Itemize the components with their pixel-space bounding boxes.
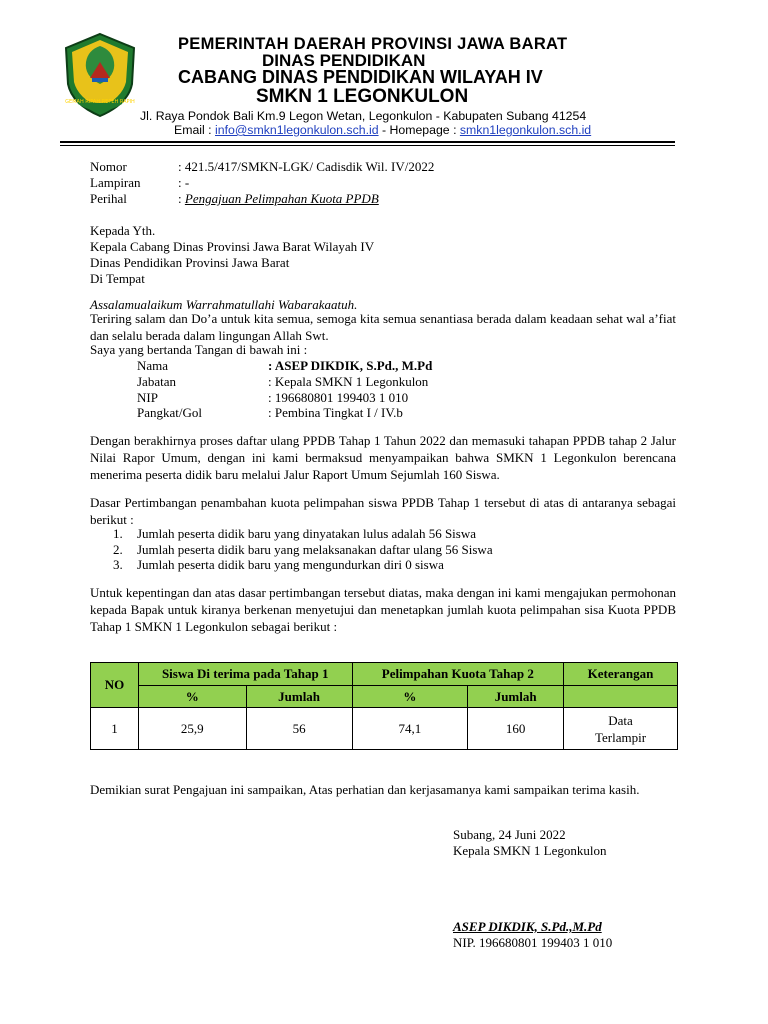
letterhead-rule-thin [60, 145, 675, 146]
letterhead-contact: Email : info@smkn1legonkulon.sch.id - Homepage : smkn1legonkulon.sch.id [174, 123, 592, 137]
svg-text:GEMAH RIPAH REPEH RAPIH: GEMAH RIPAH REPEH RAPIH [65, 99, 135, 105]
signee-nip-label: NIP [137, 390, 158, 405]
letterhead-address: Jl. Raya Pondok Bali Km.9 Legon Wetan, Legonkulon - Kabupaten Subang 41254 [140, 109, 587, 123]
meta-nomor-label: Nomor [90, 159, 127, 174]
table-cell-jumlah2: 160 [468, 708, 564, 750]
recipient-line: Kepada Yth. [90, 223, 156, 238]
letterhead-rule [60, 141, 675, 143]
greeting: Assalamualaikum Warrahmatullahi Wabarakaatuh. [90, 297, 358, 312]
meta-nomor-value: : 421.5/417/SMKN-LGK/ Cadisdik Wil. IV/2022 [178, 159, 435, 174]
table-subheader-empty [564, 686, 678, 708]
recipient-line: Dinas Pendidikan Provinsi Jawa Barat [90, 255, 290, 270]
signature-name: ASEP DIKDIK, S.Pd.,M.Pd [453, 919, 602, 934]
signature-position: Kepala SMKN 1 Legonkulon [453, 843, 607, 858]
body-paragraph-1: Dengan berakhirnya proses daftar ulang PPDB Tahap 1 Tahun 2022 dan memasuki tahapan PPDB tahap 2 Jalur Nilai Rapor Umum, dengan ini kami bermaksud menyampaikan bahwa SMKN 1 Legonkulon berencana menerima peserta didik baru melalui Jalur Raport Umum Sejumlah 160 Siswa. [90, 433, 676, 482]
body-paragraph-3: Untuk kepentingan dan atas dasar pertimbangan tersebut diatas, maka dengan ini kami mengajukan permohonan kepada Bapak untuk kiranya berkenan menyetujui dan menetapkan jumlah kuota pelimpahan sisa Kuota PPDB Tahap 1 SMKN 1 Legonkulon sebagai berikut : [90, 585, 676, 634]
signee-position-value: : Kepala SMKN 1 Legonkulon [268, 374, 429, 389]
table-header-keterangan: Keterangan [564, 663, 678, 686]
letterhead-school-name: SMKN 1 LEGONKULON [256, 86, 469, 107]
table-subheader-jumlah2: Jumlah [468, 686, 564, 708]
table-cell-keterangan: Data Terlampir [564, 708, 678, 750]
table-cell-pct2: 74,1 [352, 708, 468, 750]
table-cell-no: 1 [91, 708, 139, 750]
quota-table [90, 662, 678, 750]
recipient-line: Di Tempat [90, 271, 145, 286]
table-subheader-pct2: % [352, 686, 468, 708]
signee-intro: Saya yang bertanda Tangan di bawah ini : [90, 342, 308, 357]
list-number: 2. [113, 542, 123, 557]
meta-lampiran-value: : - [178, 175, 190, 190]
homepage-link[interactable]: smkn1legonkulon.sch.id [459, 123, 592, 137]
list-item: Jumlah peserta didik baru yang mengundurkan diri 0 siswa [137, 557, 444, 572]
letterhead-government: PEMERINTAH DAERAH PROVINSI JAWA BARAT [178, 35, 568, 53]
email-link[interactable]: info@smkn1legonkulon.sch.id [215, 123, 379, 137]
signee-rank-label: Pangkat/Gol [137, 405, 202, 420]
letterhead-branch: CABANG DINAS PENDIDIKAN WILAYAH IV [178, 67, 543, 87]
meta-perihal-label: Perihal [90, 191, 127, 206]
body-paragraph-2: Dasar Pertimbangan penambahan kuota pelimpahan siswa PPDB Tahap 1 tersebut di atas di antaranya sebagai berikut : [90, 495, 676, 527]
table-cell-pct1: 25,9 [138, 708, 246, 750]
list-item: Jumlah peserta didik baru yang dinyatakan lulus adalah 56 Siswa [137, 526, 477, 541]
signee-nip-value: : 196680801 199403 1 010 [268, 390, 409, 405]
list-number: 3. [113, 557, 123, 572]
signee-name-label: Nama [137, 358, 169, 373]
signee-name-value: : ASEP DIKDIK, S.Pd., M.Pd [268, 358, 433, 373]
meta-lampiran-label: Lampiran [90, 175, 141, 190]
list-item: Jumlah peserta didik baru yang melaksanakan daftar ulang 56 Siswa [137, 542, 493, 557]
table-subheader-jumlah1: Jumlah [246, 686, 352, 708]
subject-text: Pengajuan Pelimpahan Kuota PPDB [184, 191, 379, 206]
signature-nip: NIP. 196680801 199403 1 010 [453, 935, 613, 950]
table-header-no: NO [91, 663, 139, 708]
letterhead-department: DINAS PENDIDIKAN [262, 51, 426, 70]
opening-paragraph: Teriring salam dan Do’a untuk kita semua, semoga kita semua senantiasa berada dalam keadaan sehat wal a’fiat dan selalu berada dalam lingungan Allah Swt. [90, 311, 676, 343]
signee-position-label: Jabatan [137, 374, 176, 389]
list-number: 1. [113, 526, 123, 541]
table-header-tahap2: Pelimpahan Kuota Tahap 2 [352, 663, 564, 686]
meta-perihal-value: : Pengajuan Pelimpahan Kuota PPDB [178, 191, 379, 206]
table-row [91, 708, 678, 750]
province-emblem-logo [62, 32, 138, 118]
recipient-line: Kepala Cabang Dinas Provinsi Jawa Barat Wilayah IV [90, 239, 375, 254]
table-cell-jumlah1: 56 [246, 708, 352, 750]
closing-paragraph: Demikian surat Pengajuan ini sampaikan, Atas perhatian dan kerjasamanya kami sampaikan terima kasih. [90, 782, 640, 797]
signee-rank-value: : Pembina Tingkat I / IV.b [268, 405, 403, 420]
signature-place-date: Subang, 24 Juni 2022 [453, 827, 566, 842]
table-header-tahap1: Siswa Di terima pada Tahap 1 [138, 663, 352, 686]
table-subheader-pct1: % [138, 686, 246, 708]
